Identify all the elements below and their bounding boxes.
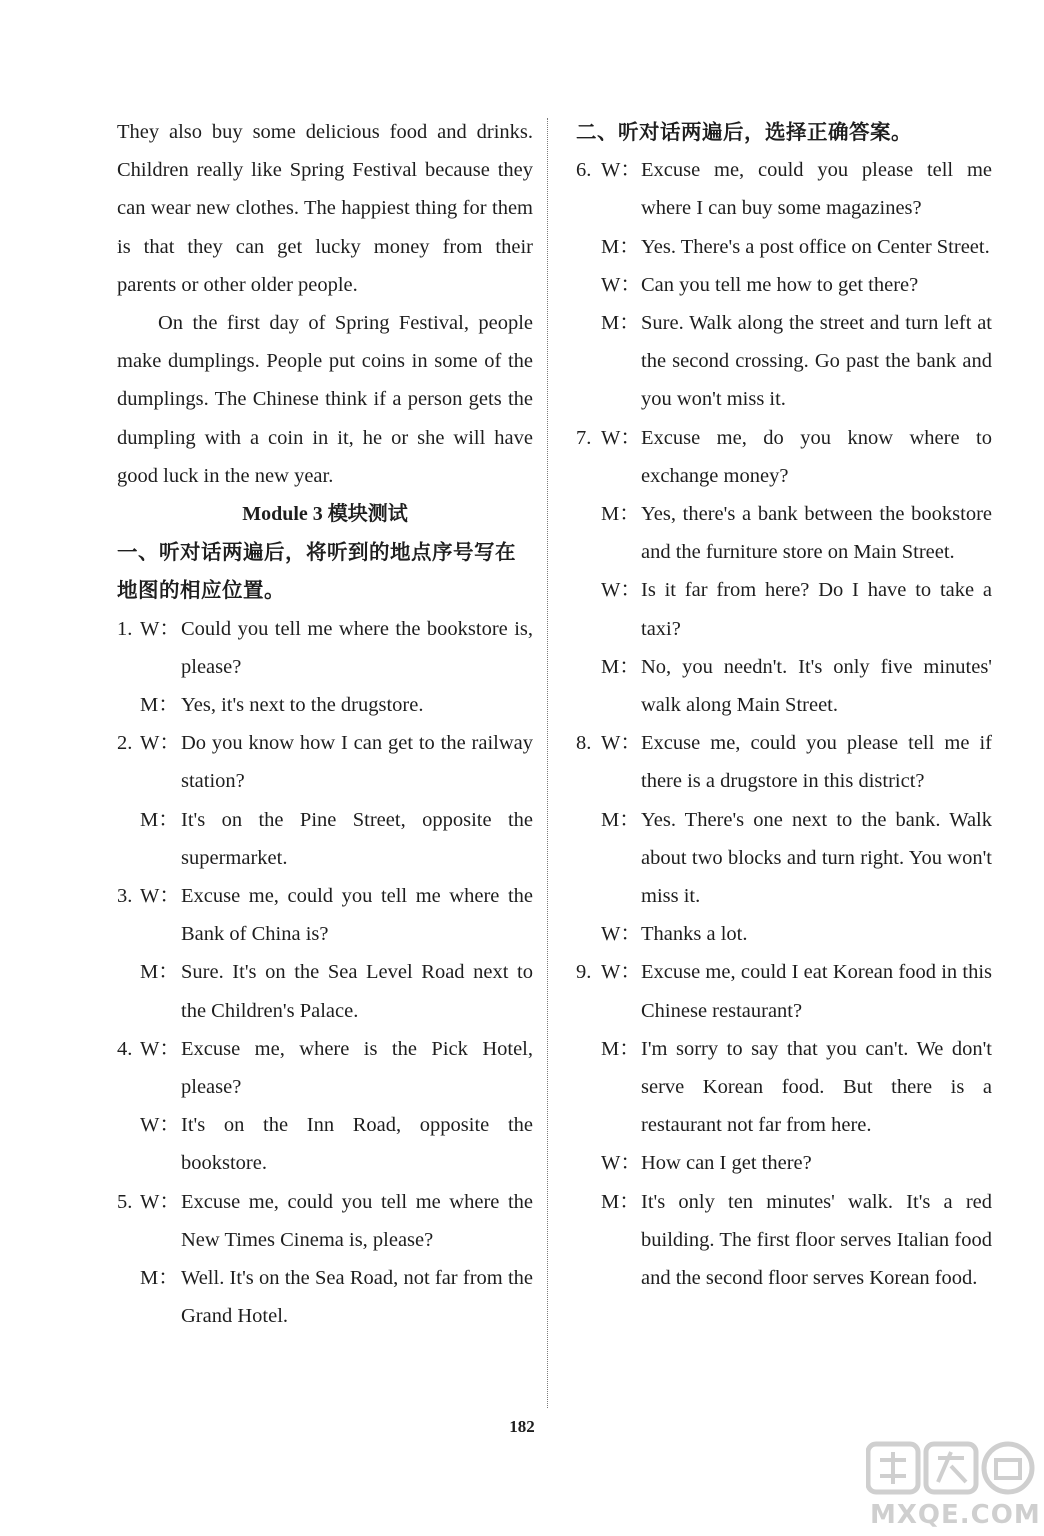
speaker-label: W： bbox=[601, 961, 641, 984]
dialogue-line bbox=[576, 266, 992, 304]
speaker-label: W： bbox=[601, 159, 641, 182]
module-title: Module 3 模块测试 bbox=[242, 503, 408, 526]
dialogue-line bbox=[576, 571, 992, 647]
speaker-label: M： bbox=[601, 1190, 640, 1213]
dialogue-text: Yes. There's one next to the bank. Walk about two blocks and turn right. You won't miss it. bbox=[641, 808, 992, 908]
dialogue-text: It's on the Pine Street, opposite the supermarket. bbox=[181, 808, 533, 869]
dialogue-text: Yes, it's next to the drugstore. bbox=[181, 694, 424, 717]
dialogue-line bbox=[576, 1030, 992, 1145]
dialogue-text: Is it far from here? Do I have to take a taxi? bbox=[641, 579, 992, 640]
dialogue-text: Yes, there's a bank between the bookstore and the furniture store on Main Street. bbox=[641, 503, 992, 564]
dialogue-line bbox=[117, 1259, 533, 1335]
dialogue-text: Excuse me, could you tell me where the Bank of China is? bbox=[181, 885, 533, 946]
speaker-label: M： bbox=[140, 1267, 179, 1290]
dialogue-text: Yes. There's a post office on Center Street. bbox=[641, 235, 990, 258]
speaker-label: W： bbox=[601, 923, 641, 946]
dialogue-line bbox=[117, 1030, 533, 1106]
watermark-url: MXQE.COM bbox=[870, 1500, 1041, 1530]
speaker-label: M： bbox=[140, 694, 179, 717]
dialogue-line bbox=[576, 953, 992, 1029]
dialogue-line bbox=[576, 648, 992, 724]
section-1-dialogues bbox=[117, 610, 533, 1336]
speaker-label: W： bbox=[601, 273, 641, 296]
section-2-dialogues bbox=[576, 151, 992, 1297]
speaker-label: M： bbox=[601, 235, 640, 258]
dialogue-line bbox=[117, 1183, 533, 1259]
dialogue-line bbox=[576, 801, 992, 916]
dialogue-text: Could you tell me where the bookstore is, please? bbox=[181, 617, 533, 678]
dialogue-text: Do you know how I can get to the railway station? bbox=[181, 732, 533, 793]
dialogue-line bbox=[117, 953, 533, 1029]
question-number: 8. bbox=[576, 732, 592, 755]
dialogue-text: I'm sorry to say that you can't. We don't serve Korean food. But there is a restaurant not far from here. bbox=[641, 1037, 992, 1137]
dialogue-text: Sure. Walk along the street and turn left at the second crossing. Go past the bank and you won't miss it. bbox=[641, 312, 992, 411]
speaker-label: W： bbox=[601, 732, 641, 755]
speaker-label: W： bbox=[140, 1114, 180, 1137]
speaker-label: W： bbox=[601, 579, 641, 602]
dialogue-text: It's only ten minutes' walk. It's a red building. The first floor serves Italian food and the second floor serves Korean food. bbox=[641, 1190, 992, 1290]
speaker-label: W： bbox=[601, 426, 641, 449]
dialogue-text: Sure. It's on the Sea Level Road next to the Children's Palace. bbox=[181, 961, 533, 1022]
dialogue-line bbox=[576, 419, 992, 495]
dialogue-line bbox=[117, 801, 533, 877]
speaker-label: M： bbox=[140, 961, 179, 984]
dialogue-line bbox=[576, 304, 992, 419]
dialogue-line bbox=[117, 610, 533, 686]
dialogue-text: Can you tell me how to get there? bbox=[641, 273, 919, 296]
speaker-label: W： bbox=[140, 1190, 180, 1213]
speaker-label: W： bbox=[601, 1152, 641, 1175]
dialogue-text: Well. It's on the Sea Road, not far from the Grand Hotel. bbox=[181, 1267, 533, 1328]
right-column bbox=[576, 113, 992, 1297]
speaker-label: W： bbox=[140, 732, 180, 755]
question-number: 2. bbox=[117, 732, 133, 755]
speaker-label: W： bbox=[140, 885, 180, 908]
section-1-heading: 一、听对话两遍后，将听到的地点序号写在地图的相应位置。 bbox=[117, 540, 516, 603]
speaker-label: M： bbox=[601, 312, 640, 335]
dialogue-line bbox=[576, 151, 992, 227]
speaker-label: W： bbox=[140, 1037, 180, 1060]
question-number: 9. bbox=[576, 961, 592, 984]
dialogue-text: Excuse me, could you please tell me where I can buy some magazines? bbox=[641, 159, 992, 220]
dialogue-line bbox=[576, 495, 992, 571]
speaker-label: M： bbox=[140, 808, 179, 831]
question-number: 5. bbox=[117, 1190, 133, 1213]
question-number: 4. bbox=[117, 1037, 133, 1060]
watermark bbox=[866, 1438, 1041, 1530]
watermark-logo bbox=[866, 1438, 1036, 1498]
dialogue-line bbox=[576, 228, 992, 266]
question-number: 3. bbox=[117, 885, 133, 908]
question-number: 6. bbox=[576, 159, 592, 182]
dialogue-line bbox=[576, 1144, 992, 1182]
dialogue-text: Excuse me, could you tell me where the New Times Cinema is, please? bbox=[181, 1190, 533, 1251]
question-number: 1. bbox=[117, 617, 133, 640]
story-paragraph-2: On the first day of Spring Festival, people make dumplings. People put coins in some of the dumplings. The Chinese think if a person gets the dumpling with a coin in it, he or she will have good luck in the new year. bbox=[117, 312, 533, 487]
section-2-heading: 二、听对话两遍后，选择正确答案。 bbox=[576, 120, 912, 144]
story-paragraph-1: They also buy some delicious food and drinks. Children really like Spring Festival because they can wear new clothes. The happiest thing for them is that they can get lucky money from their parents or other older people. bbox=[117, 121, 533, 296]
dialogue-text: Excuse me, do you know where to exchange money? bbox=[641, 426, 992, 487]
column-divider bbox=[547, 118, 548, 1408]
speaker-label: W： bbox=[140, 617, 180, 640]
speaker-label: M： bbox=[601, 655, 640, 678]
dialogue-text: Excuse me, could I eat Korean food in this Chinese restaurant? bbox=[641, 961, 992, 1022]
dialogue-text: No, you needn't. It's only five minutes' walk along Main Street. bbox=[641, 655, 992, 717]
dialogue-text: Excuse me, could you please tell me if there is a drugstore in this district? bbox=[641, 732, 992, 793]
dialogue-text: Thanks a lot. bbox=[641, 923, 748, 946]
dialogue-text: It's on the Inn Road, opposite the bookstore. bbox=[181, 1114, 533, 1175]
dialogue-line bbox=[117, 724, 533, 800]
dialogue-line bbox=[576, 724, 992, 800]
left-column bbox=[117, 113, 533, 1336]
dialogue-line bbox=[576, 915, 992, 953]
speaker-label: M： bbox=[601, 808, 640, 831]
dialogue-line bbox=[117, 877, 533, 953]
question-number: 7. bbox=[576, 426, 592, 449]
speaker-label: M： bbox=[601, 503, 640, 526]
dialogue-line bbox=[117, 686, 533, 724]
dialogue-text: Excuse me, where is the Pick Hotel, please? bbox=[181, 1037, 533, 1099]
dialogue-line bbox=[117, 1106, 533, 1182]
dialogue-text: How can I get there? bbox=[641, 1152, 812, 1175]
page-number: 182 bbox=[509, 1417, 535, 1436]
speaker-label: M： bbox=[601, 1037, 640, 1060]
dialogue-line bbox=[576, 1183, 992, 1298]
